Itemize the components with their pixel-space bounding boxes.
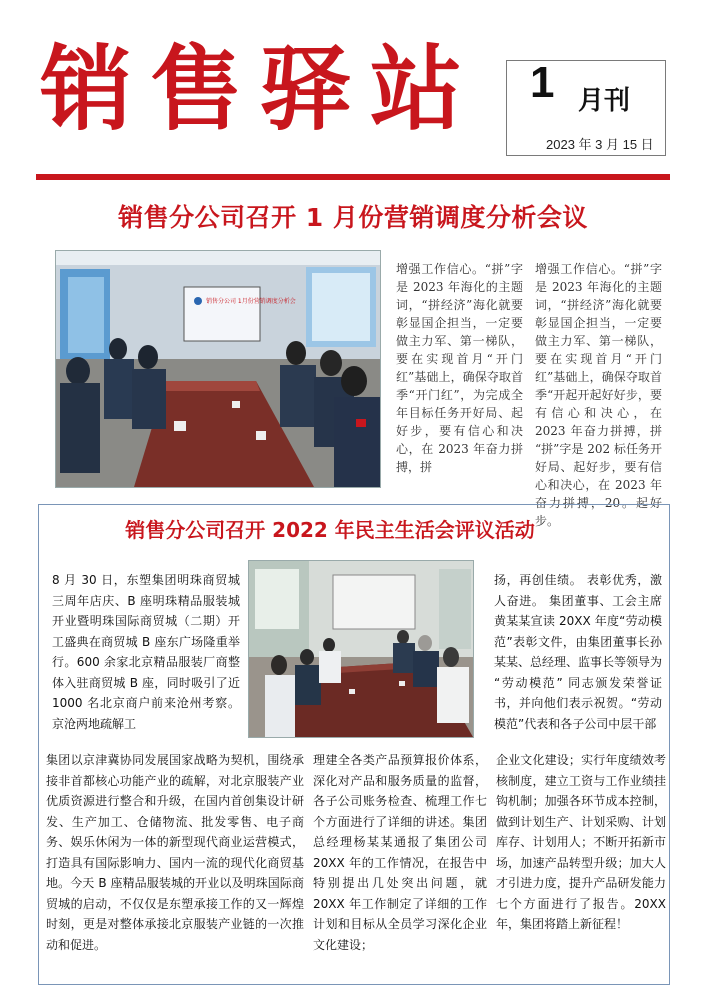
issue-date: 2023 年 3 月 15 日 [546,137,654,152]
masthead-rule [36,174,670,180]
article2-bottom-col3: 企业文化建设；实行年度绩效考核制度，建立工资与工作业绩挂钩机制；加强各环节成本控制，做到计划生产、计划采购、计划库存、计划用人；不断开拓新市场，加速产品转型升级；加大人才引进力度，提升产品研发能力七个方面进行了报告。20XX 年，集团将踏上新征程！ [496,753,666,931]
issue-number: 1 [530,58,555,107]
photo-screen-text: 销售分公司 1月份营销调度分析会 [206,298,296,305]
issue-suffix: 月刊 [578,86,631,116]
meeting-photo-1 [55,250,381,488]
article2-left-top: 8 月 30 日，东塑集团明珠商贸城三周年店庆、B 座明珠精品服装城开业暨明珠国际商贸城（二期）开工盛典在商贸城 B 座东广场隆重举行。600 余家北京精品服装厂商整体入驻商贸城 B 座，同时吸引了近 1000 名北京商户前来沧州考察。京沧两地疏解工 [52,573,240,731]
meeting-photo-2 [248,560,474,738]
article1-headline: 销售分公司召开 1 月份营销调度分析会议 [118,203,588,232]
article1-col1: 增强工作信心。“拼”字是 2023 年海化的主题词，“拼经济”海化就要彰显国企担当，一定要做主力军、第一梯队，要在实现首月“开门红”基础上，确保夺取首季“开门红”，为完成全年目标任务开好局、起好步，要有信心和决心，在 2023 年奋力拼搏，拼 [396,262,523,474]
article2-bottom-col2: 理建全各类产品预算报价体系，深化对产品和服务质量的监督，各子公司账务检查、梳理工作七个方面进行了详细的讲述。集团总经理杨某某通报了集团公司 20XX 年的工作情况，在报告中特别提出几处突出问题，就 20XX 年工作制定了详细的工作计划和目标从全员学习深化企业文化建设； [313,753,487,952]
article2-bottom-col1: 集团以京津冀协同发展国家战略为契机，围绕承接非首都核心功能产业的疏解，对北京服装产业优质资源进行整合和升级，在国内首创集设计研发、生产加工、仓储物流、批发零售、电子商务、娱乐休闲为一体的新型现代商业运营模式，打造具有国际影响力、国内一流的现代化商贸基地。今天 B 座精品服装城的开业以及明珠国际商贸城的启动，不仅仅是东塑承接工作的又一辉煌时刻，更是对整体承接北京服装产业链的一次推动和促进。 [46,753,304,952]
article2-right-top: 扬，再创佳绩。 表彰优秀，激人奋进。 集团董事、工会主席黄某某宣读 20XX 年度“劳动模范”表彰文件，由集团董事长孙某某、总经理、监事长等领导为 “劳动模范” 同志颁发荣誉证书，并向他们表示祝贺。“劳动模范”代表和各子公司中层干部 [494,573,663,731]
article2-headline: 销售分公司召开 2022 年民主生活会评议活动 [125,518,535,542]
masthead-title: 销售驿站 [40,36,481,143]
article1-col2: 增强工作信心。“拼”字是 2023 年海化的主题词，“拼经济”海化就要彰显国企担当，一定要做主力军、第一梯队，要在实现首月“开门红”基础上，确保夺取首季“开起开起好好步，要有信心和决心，在 2023 年奋力拼搏，拼 “拼”字是 202 标任务开好局、起好步，要有信心和决心，在 2023 年奋力拼搏，20。起好步。 [535,262,662,528]
